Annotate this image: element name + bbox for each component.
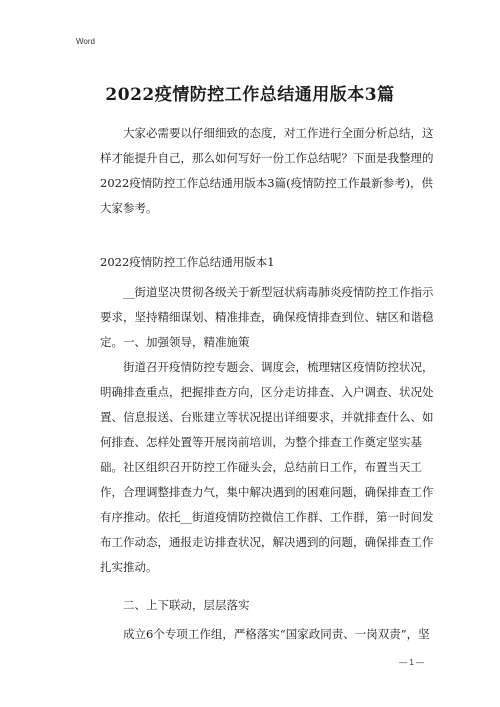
body-paragraph-2 [100,622,430,647]
section-heading-2: 二、上下联动，层层落实 [123,598,250,612]
page-number: — 1 — [399,658,424,667]
body-line: 何排查、怎样处置等开展岗前培训，为整个排查工作奠定坚实基 [100,435,422,449]
body-line: 定。一、加强领导，精准施策 [100,335,250,349]
intro-line: 大家必需要以仔细细致的态度，对工作进行全面分析总结，这 [123,126,434,140]
intro-paragraph [100,121,434,221]
body-line: 作，合理调整排查力气，集中解决遇到的困难问题，确保排查工作 [100,485,434,499]
section-subtitle: 2022疫情防控工作总结通用版本1 [100,255,275,269]
body-line: __街道坚决贯彻各级关于新型冠状病毒肺炎疫情防控工作指示 [123,285,434,299]
app-header-label: Word [76,37,95,46]
body-line: 础。社区组织召开防控工作碰头会，总结前日工作，布置当天工 [100,460,422,474]
body-paragraph-1 [100,280,434,580]
intro-line: 样才能提升自己，那么如何写好一份工作总结呢？下面是我整理的 [100,151,434,165]
document-title: 2022疫情防控工作总结通用版本3篇 [105,85,395,105]
body-line: 街道召开疫情防控专题会、调度会，梳理辖区疫情防控状况， [123,360,434,374]
intro-line: 大家参考。 [100,201,158,215]
body-line: 成立6个专项工作组，严格落实“国家政同责、一岗双责”，坚 [123,627,430,641]
body-line: 布工作动态，通报走访排查状况，解决遇到的问题，确保排查工作 [100,535,434,549]
body-line: 置、信息报送、台账建立等状况提出详细要求，并就排查什么、如 [100,410,434,424]
body-line: 要求，坚持精细谋划、精准排查，确保疫情排查到位、辖区和谐稳 [100,310,434,324]
body-line: 扎实推动。 [100,560,158,574]
body-line: 明确排查重点，把握排查方向，区分走访排查、入户调查、状况处 [100,385,434,399]
intro-line: 2022疫情防控工作总结通用版本3篇(疫情防控工作最新参考)，供 [100,176,434,190]
body-line: 有序推动。依托__街道疫情防控微信工作群、工作群，第一时间发 [100,510,434,524]
